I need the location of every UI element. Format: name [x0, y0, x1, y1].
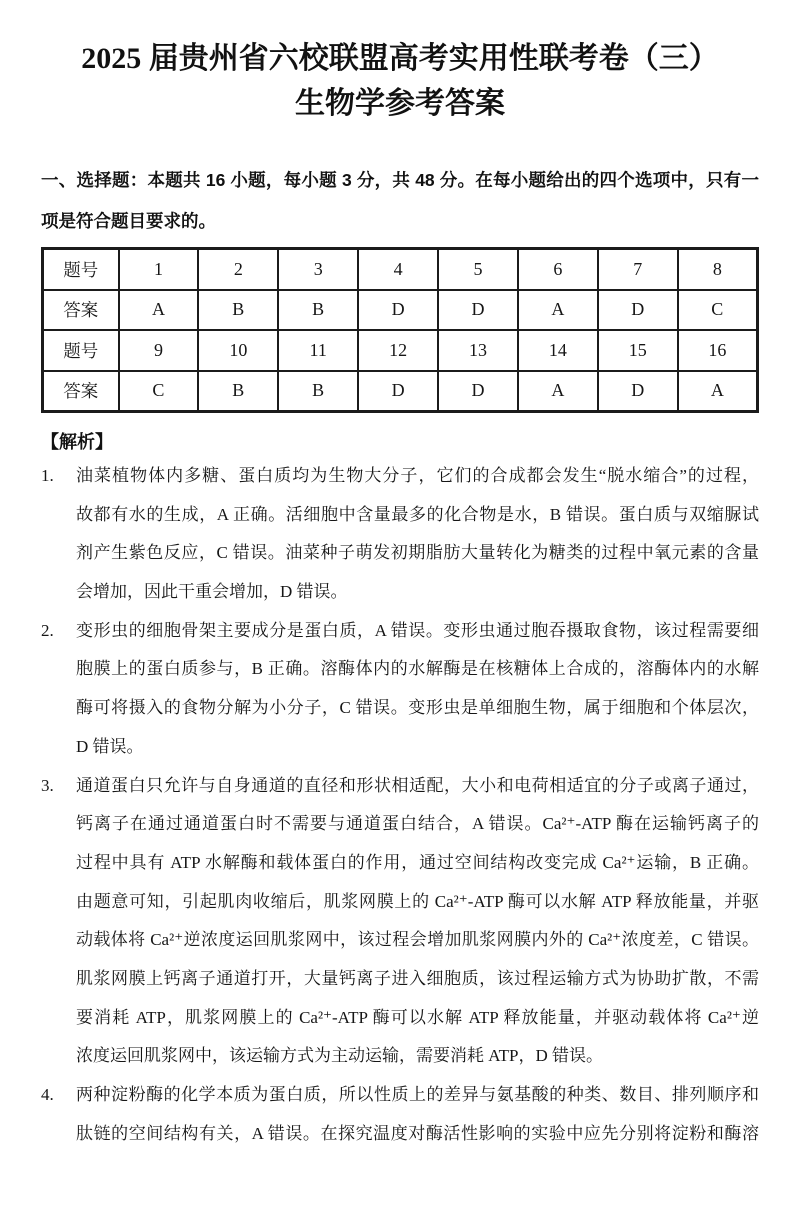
text-line: 动载体将 Ca²⁺逆浓度运回肌浆网中，该过程会增加肌浆网膜内外的 Ca²⁺浓度差，C 错误。	[76, 930, 759, 950]
document-title-line2: 生物学参考答案	[295, 87, 505, 120]
table-cell: C	[678, 290, 758, 331]
table-row-answers-1-8	[43, 290, 758, 331]
text-line: D 错误。	[76, 736, 144, 756]
table-cell: B	[278, 371, 358, 412]
table-cell: 3	[278, 249, 358, 290]
item-number: 4.	[41, 1085, 54, 1104]
analysis-item-1	[41, 457, 759, 612]
table-cell: 7	[598, 249, 678, 290]
table-row-question-numbers-1-8	[43, 249, 758, 290]
analysis-item-3	[41, 767, 759, 1077]
answer-table	[41, 247, 759, 413]
row-label-cell: 答案	[43, 290, 119, 331]
table-cell: A	[518, 290, 598, 331]
text-line: 胞膜上的蛋白质参与，B 正确。溶酶体内的水解酶是在核糖体上合成的，溶酶体内的水解	[76, 659, 759, 679]
table-cell: D	[598, 371, 678, 412]
table-cell: 14	[518, 330, 598, 371]
text-line: 剂产生紫色反应，C 错误。油菜种子萌发初期脂肪大量转化为糖类的过程中氧元素的含量	[76, 543, 759, 563]
analysis-header: 【解析】	[41, 432, 113, 452]
table-cell: B	[198, 290, 278, 331]
section-one-heading	[41, 160, 759, 242]
text-line: 过程中具有 ATP 水解酶和载体蛋白的作用，通过空间结构改变完成 Ca²⁺运输，B 正确。	[76, 852, 759, 872]
item-text	[76, 612, 759, 767]
table-cell: 11	[278, 330, 358, 371]
table-cell: D	[358, 290, 438, 331]
text-line: 要消耗 ATP，肌浆网膜上的 Ca²⁺-ATP 酶可以水解 ATP 释放能量，并驱动载体将 Ca²⁺逆	[76, 1007, 759, 1027]
row-label-cell: 题号	[43, 330, 119, 371]
document-page	[41, 0, 759, 1153]
text-line: 故都有水的生成，A 正确。活细胞中含量最多的化合物是水，B 错误。蛋白质与双缩脲试	[76, 504, 759, 524]
text-line: 钙离子在通过通道蛋白时不需要与通道蛋白结合，A 错误。Ca²⁺-ATP 酶在运输钙离子的	[76, 814, 759, 834]
table-cell: 5	[438, 249, 518, 290]
table-cell: 6	[518, 249, 598, 290]
analysis-item-4	[41, 1076, 759, 1153]
table-cell: D	[598, 290, 678, 331]
table-row-answers-9-16	[43, 371, 758, 412]
row-label-cell: 题号	[43, 249, 119, 290]
row-label-cell: 答案	[43, 371, 119, 412]
text-line: 浓度运回肌浆网中，该运输方式为主动运输，需要消耗 ATP，D 错误。	[76, 1046, 604, 1066]
text-line: 变形虫的细胞骨架主要成分是蛋白质，A 错误。变形虫通过胞吞摄取食物，该过程需要细	[76, 620, 759, 640]
table-cell: A	[678, 371, 758, 412]
table-cell: D	[438, 290, 518, 331]
table-cell: C	[119, 371, 199, 412]
document-title-line1: 2025 届贵州省六校联盟高考实用性联考卷（三）	[81, 42, 719, 75]
table-cell: 12	[358, 330, 438, 371]
item-number: 2.	[41, 620, 54, 640]
text-line: 由题意可知，引起肌肉收缩后，肌浆网膜上的 Ca²⁺-ATP 酶可以水解 ATP 释放能量，并驱	[76, 891, 759, 911]
text-line: 两种淀粉酶的化学本质为蛋白质，所以性质上的差异与氨基酸的种类、数目、排列顺序和	[76, 1085, 759, 1104]
table-cell: 15	[598, 330, 678, 371]
table-cell: B	[198, 371, 278, 412]
item-text	[76, 767, 759, 1077]
table-cell: B	[278, 290, 358, 331]
table-cell: 1	[119, 249, 199, 290]
table-cell: 4	[358, 249, 438, 290]
item-text	[76, 1076, 759, 1153]
table-cell: A	[518, 371, 598, 412]
text-line: 油菜植物体内多糖、蛋白质均为生物大分子，它们的合成都会发生“脱水缩合”的过程，	[76, 466, 759, 485]
table-cell: 2	[198, 249, 278, 290]
text-line: 通道蛋白只允许与自身通道的直径和形状相适配，大小和电荷相适宜的分子或离子通过，	[76, 775, 759, 795]
text-line: 肽链的空间结构有关，A 错误。在探究温度对酶活性影响的实验中应先分别将淀粉和酶溶	[76, 1123, 759, 1143]
table-cell: A	[119, 290, 199, 331]
item-number: 3.	[41, 775, 54, 795]
document-title	[41, 36, 759, 126]
section-one-heading-line1: 一、选择题：本题共 16 小题，每小题 3 分，共 48 分。在每小题给出的四个选项中，只有一	[41, 170, 759, 190]
table-row-question-numbers-9-16	[43, 330, 758, 371]
item-text	[76, 457, 759, 612]
analysis-item-2	[41, 612, 759, 767]
text-line: 酶可将摄入的食物分解为小分子，C 错误。变形虫是单细胞生物，属于细胞和个体层次，	[76, 698, 759, 718]
table-cell: D	[438, 371, 518, 412]
table-cell: 8	[678, 249, 758, 290]
text-line: 会增加，因此干重会增加，D 错误。	[76, 582, 348, 602]
table-cell: D	[358, 371, 438, 412]
section-one-heading-line2: 项是符合题目要求的。	[41, 211, 216, 231]
table-cell: 16	[678, 330, 758, 371]
item-number: 1.	[41, 466, 54, 485]
text-line: 肌浆网膜上钙离子通道打开，大量钙离子进入细胞质，该过程运输方式为协助扩散，不需	[76, 968, 759, 988]
table-cell: 13	[438, 330, 518, 371]
table-cell: 9	[119, 330, 199, 371]
table-cell: 10	[198, 330, 278, 371]
